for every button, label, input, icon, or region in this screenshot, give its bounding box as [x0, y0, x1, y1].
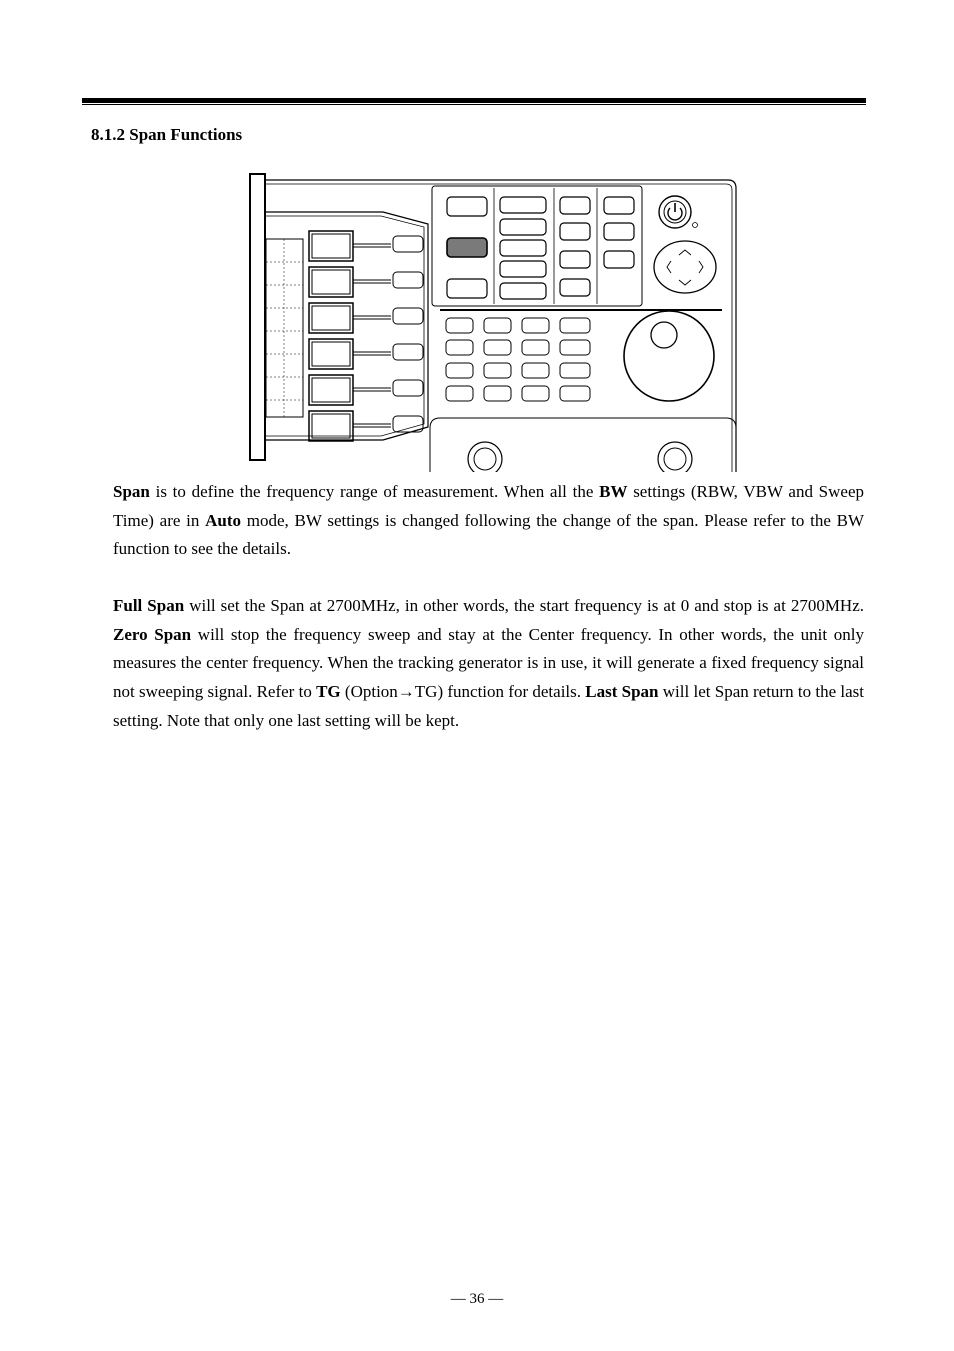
term-tg: TG [316, 682, 341, 702]
text-segment: is to define the frequency range of measurement. When all the [149, 482, 600, 501]
text-segment: settings (RBW, VBW and Sweep Time) are in [113, 482, 865, 530]
text-segment: (Option→TG) function for details. [340, 682, 586, 702]
text-segment: will set the Span at 2700MHz, in other words, the start frequency is at 0 and stop is at 2700MHz. [184, 596, 865, 615]
header-rule-thin [82, 104, 866, 105]
front-panel-figure [248, 172, 740, 472]
term-span: Span [113, 482, 150, 501]
paragraph-span-modes [113, 592, 864, 736]
term-auto: Auto [205, 510, 242, 530]
text-segment: mode, BW settings is changed following the change of the span. Please refer to the BW function to see the details. [113, 510, 865, 559]
page-number: — 36 — [450, 1291, 504, 1307]
paragraph-span-definition [113, 478, 864, 564]
term-bw: BW [599, 482, 628, 501]
term-full-span: Full Span [113, 596, 185, 615]
text-segment: will stop the frequency sweep and stay at the Center frequency. In other words, the unit only measures the center frequency. When the tracking generator is in use, it will generate a fixed frequency signal not sweeping signal. Refer to [113, 624, 864, 702]
term-last-span: Last Span [585, 682, 659, 702]
section-title: 8.1.2 Span Functions [91, 125, 243, 144]
header-rule [82, 98, 866, 103]
text-segment: will let Span return to the last setting. Note that only one last setting will be kept. [113, 682, 864, 730]
term-zero-span: Zero Span [113, 624, 192, 644]
